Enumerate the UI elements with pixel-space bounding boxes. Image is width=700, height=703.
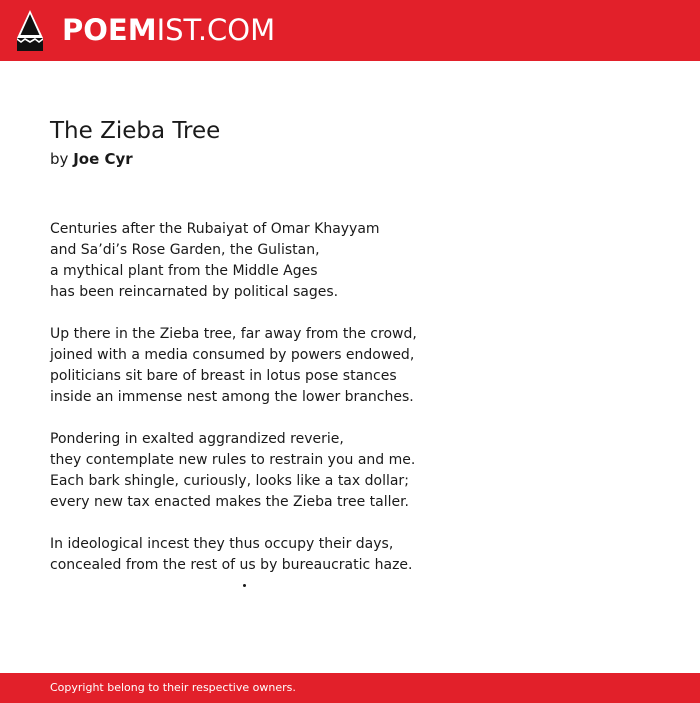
poem-line: concealed from the rest of us by bureaucratic haze.: [50, 557, 413, 573]
poem-line: In ideological incest they thus occupy their days,: [50, 536, 394, 552]
poem-author: Joe Cyr: [73, 150, 133, 168]
site-logo[interactable]: [62, 12, 275, 48]
poem-line: Each bark shingle, curiously, looks like a tax dollar;: [50, 473, 409, 489]
poem-title: The Zieba Tree: [50, 118, 221, 144]
separator-dot: [243, 584, 246, 587]
stanza: [50, 429, 450, 513]
stanza: [50, 534, 450, 576]
stanza: [50, 219, 450, 303]
copyright-text: Copyright belong to their respective owners.: [50, 681, 296, 694]
poem-line: joined with a media consumed by powers endowed,: [50, 347, 415, 363]
poem-line: has been reincarnated by political sages.: [50, 284, 339, 300]
poem-line: a mythical plant from the Middle Ages: [50, 263, 318, 279]
by-label: by: [50, 150, 69, 168]
poem-line: every new tax enacted makes the Zieba tree taller.: [50, 494, 410, 510]
poem-line: they contemplate new rules to restrain you and me.: [50, 452, 416, 468]
poem-line: Centuries after the Rubaiyat of Omar Khayyam: [50, 221, 380, 237]
poem-byline: [50, 149, 133, 169]
poem-line: politicians sit bare of breast in lotus pose stances: [50, 368, 397, 384]
poem-line: and Sa’di’s Rose Garden, the Gulistan,: [50, 242, 320, 258]
site-header: [0, 0, 700, 61]
logo-bold-part: POEM: [62, 13, 157, 47]
logo-light-part: IST.COM: [156, 13, 276, 47]
stanza: [50, 324, 450, 408]
poem-line: Pondering in exalted aggrandized reverie,: [50, 431, 344, 447]
poem-line: Up there in the Zieba tree, far away from the crowd,: [50, 326, 417, 342]
site-footer: [0, 673, 700, 703]
pencil-icon[interactable]: [17, 10, 43, 51]
poem-body: [50, 219, 450, 597]
poem-line: inside an immense nest among the lower branches.: [50, 389, 414, 405]
